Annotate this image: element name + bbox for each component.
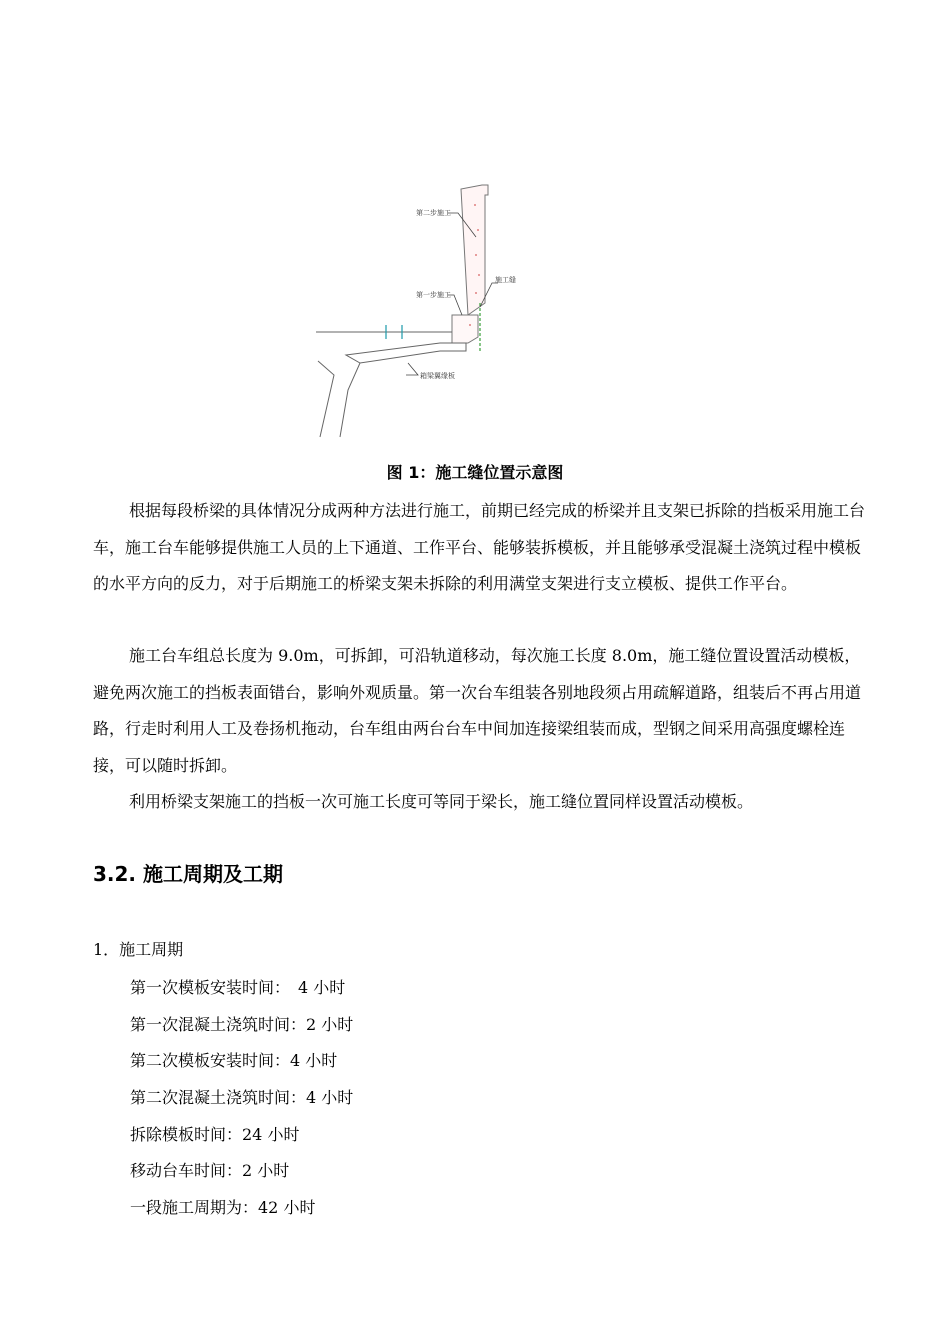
list-title: 1．施工周期 — [93, 940, 184, 959]
label-joint: 施工缝 — [495, 276, 516, 284]
construction-joint-diagram — [300, 175, 560, 445]
list-item: 拆除模板时间：24 小时 — [130, 1124, 300, 1144]
diagram-structure — [316, 185, 488, 437]
label-step1: 第一步施工 — [416, 291, 451, 299]
paragraph-1: 根据每段桥梁的具体情况分成两种方法进行施工，前期已经完成的桥梁并且支架已拆除的挡板采用施工台车，施工台车能够提供施工人员的上下通道、工作平台、能够装拆模板，并且能够承受混凝土浇筑过程中模板的水平方向的反力，对于后期施工的桥梁支架未拆除的利用满堂支架进行支立模板、提供工作平台。 — [93, 501, 866, 593]
list-item: 一段施工周期为：42 小时 — [130, 1198, 316, 1218]
paragraph-3: 利用桥梁支架施工的挡板一次可施工长度可等同于梁长，施工缝位置同样设置活动模板。 — [129, 792, 754, 811]
list-item: 第一次模板安装时间： 4 小时 — [130, 978, 346, 997]
label-step2: 第二步施工 — [416, 209, 451, 217]
section-heading: 3.2. 施工周期及工期 — [93, 862, 283, 886]
figure-caption: 图 1：施工缝位置示意图 — [386, 463, 564, 482]
list-item: 第二次模板安装时间：4 小时 — [130, 1051, 338, 1071]
label-formwork: 箱梁翼缘板 — [420, 372, 455, 380]
list-item: 第一次混凝土浇筑时间：2 小时 — [130, 1014, 354, 1034]
paragraph-2: 施工台车组总长度为 9.0m，可拆卸，可沿轨道移动，每次施工长度 8.0m，施工缝位置设置活动模板，避免两次施工的挡板表面错台，影响外观质量。第一次台车组装各别地段须占用疏解道路，组装后不再占用道路，行走时利用人工及卷扬机拖动，台车组由两台台车中间加连接梁组装而成，型钢之间采用高强度螺栓连接，可以随时拆卸。 — [93, 646, 862, 775]
schedule-list — [130, 970, 353, 1227]
list-item: 第二次混凝土浇筑时间：4 小时 — [130, 1088, 354, 1108]
list-item: 移动台车时间：2 小时 — [130, 1161, 290, 1181]
